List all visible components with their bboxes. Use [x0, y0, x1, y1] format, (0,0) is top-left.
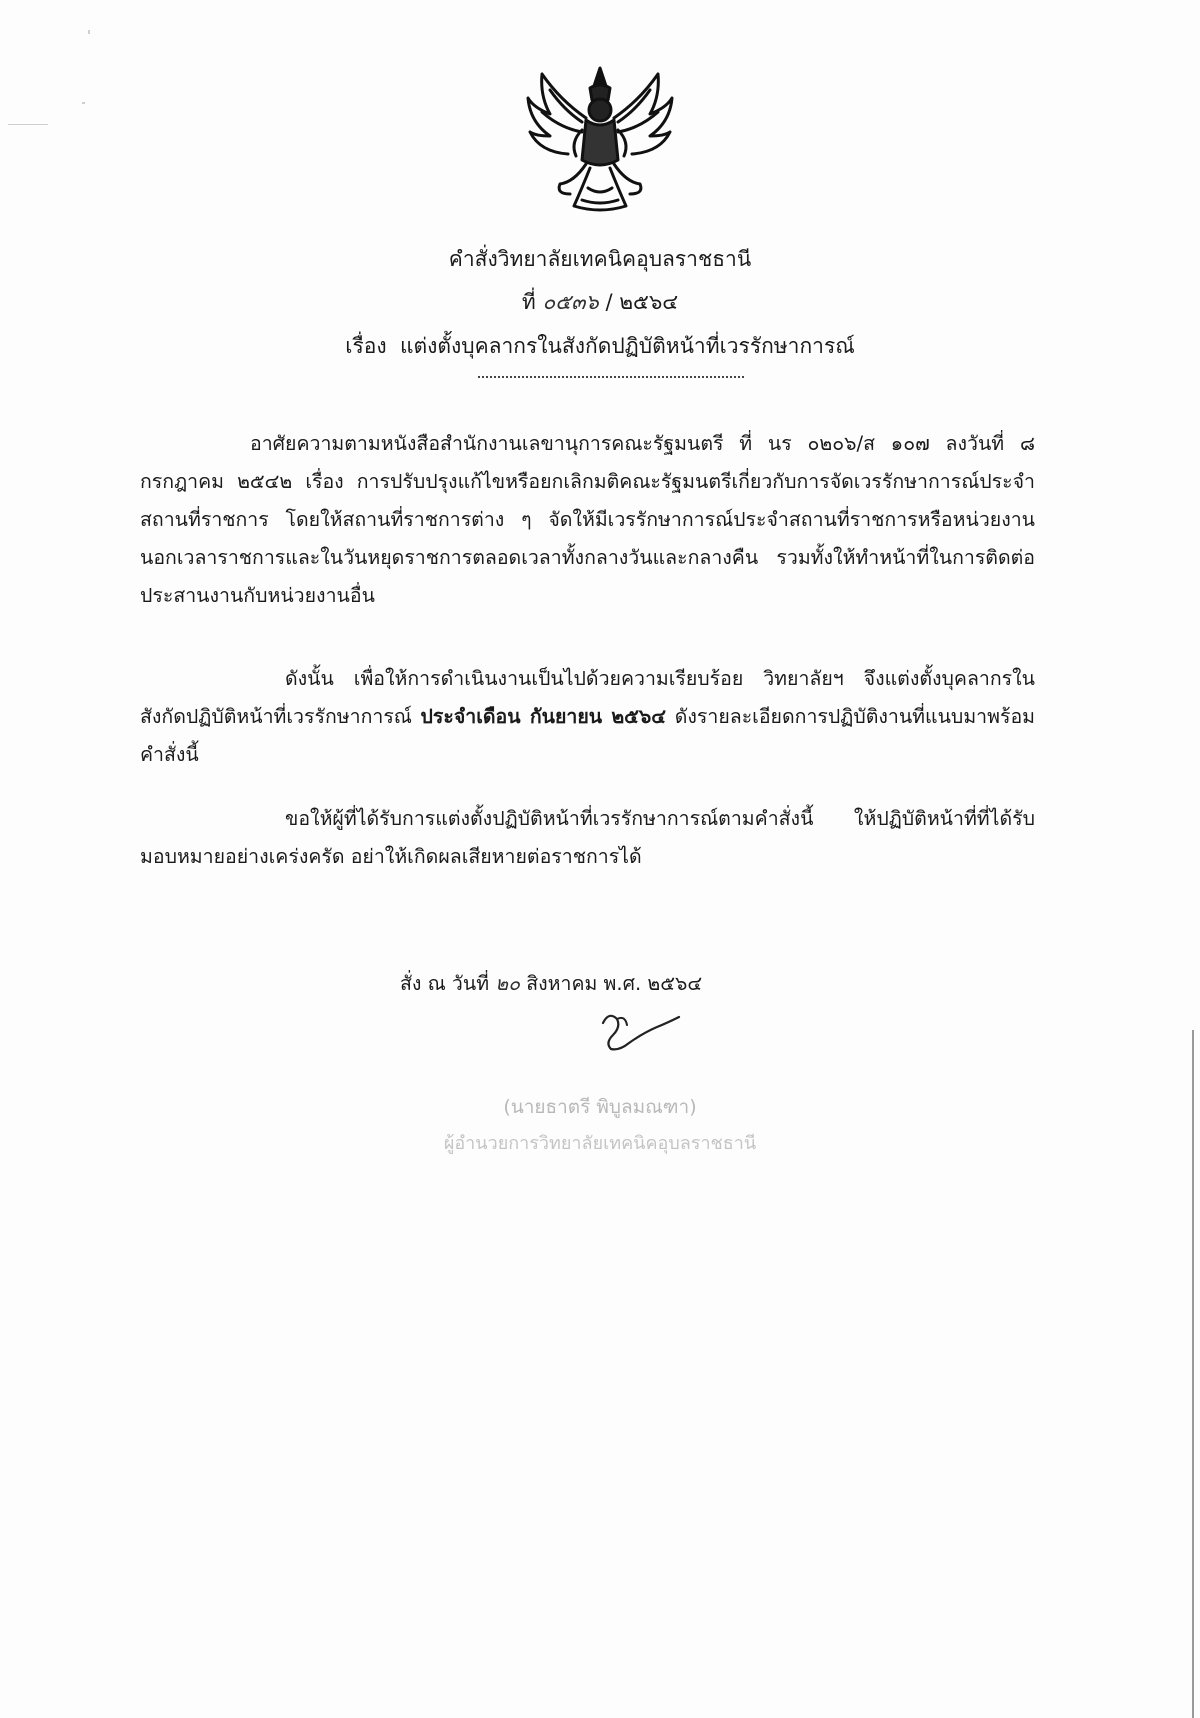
handwritten-signature — [595, 1005, 685, 1055]
order-number — [0, 286, 1200, 319]
scan-speck — [88, 30, 90, 34]
scan-edge-line — [1192, 1030, 1194, 1718]
scan-speck — [82, 102, 85, 104]
given-day-handwritten: ๒๐ — [495, 972, 521, 995]
order-title: คำสั่งวิทยาลัยเทคนิคอุบลราชธานี — [448, 247, 752, 271]
given-month-year: สิงหาคม พ.ศ. ๒๕๖๔ — [526, 972, 703, 995]
signer-name: (นายธาตรี พิบูลมณฑา) — [503, 1096, 697, 1118]
order-number-handwritten: ๐๕๓๖ — [542, 290, 599, 314]
subject-text: แต่งตั้งบุคลากรในสังกัดปฏิบัติหน้าที่เวรรักษาการณ์ — [399, 334, 855, 358]
signer-title: ผู้อำนวยการวิทยาลัยเทคนิคอุบลราชธานี — [443, 1133, 757, 1154]
paragraph-2-bold: ประจำเดือน กันยายน ๒๕๖๔ — [420, 705, 667, 728]
scan-speck — [8, 124, 48, 125]
given-date — [400, 968, 702, 999]
paragraph-1 — [140, 425, 1035, 615]
order-number-suffix: / ๒๕๖๔ — [605, 290, 679, 314]
paragraph-2-text-before: ดังนั้น เพื่อให้การดำเนินงานเป็นไปด้วยความเรียบร้อย วิทยาลัยฯ จึงแต่งตั้งบุคลากรในสังกัดปฏิบัติหน้าที่เวรรักษาการณ์ — [140, 667, 1035, 728]
paragraph-1-text: อาศัยความตามหนังสือสำนักงานเลขานุการคณะรัฐมนตรี ที่ นร ๐๒๐๖/ส ๑๐๗ ลงวันที่ ๘ กรกฎาคม ๒๕๔๒ เรื่อง การปรับปรุงแก้ไขหรือยกเลิกมติคณะรัฐมนตรีเกี่ยวกับการจัดเวรรักษาการณ์ประจำสถานที่ราชการ โดยให้สถานที่ราชการต่าง ๆ จัดให้มีเวรรักษาการณ์ประจำสถานที่ราชการหรือหน่วยงานนอกเวลาราชการและในวันหยุดราชการตลอดเวลาทั้งกลางวันและกลางคืน รวมทั้งให้ทำหน้าที่ในการติดต่อประสานงานกับหน่วยงานอื่น — [140, 432, 1035, 607]
order-subject — [0, 330, 1200, 363]
paragraph-3 — [140, 800, 1035, 876]
order-number-prefix: ที่ — [521, 290, 536, 314]
garuda-emblem-icon — [520, 60, 680, 220]
given-prefix: สั่ง ณ วันที่ — [400, 972, 490, 995]
dotted-divider — [478, 376, 744, 378]
paragraph-2 — [140, 660, 1035, 774]
paragraph-3-text: ขอให้ผู้ที่ได้รับการแต่งตั้งปฏิบัติหน้าที่เวรรักษาการณ์ตามคำสั่งนี้ ให้ปฏิบัติหน้าที่ที่ได้รับมอบหมายอย่างเคร่งครัด อย่าให้เกิดผลเสียหายต่อราชการได้ — [140, 807, 1035, 868]
paragraph-2-text-after: ดังรายละเอียดการปฏิบัติงานที่แนบมาพร้อมคำสั่งนี้ — [140, 705, 1036, 766]
subject-label: เรื่อง — [345, 334, 387, 358]
